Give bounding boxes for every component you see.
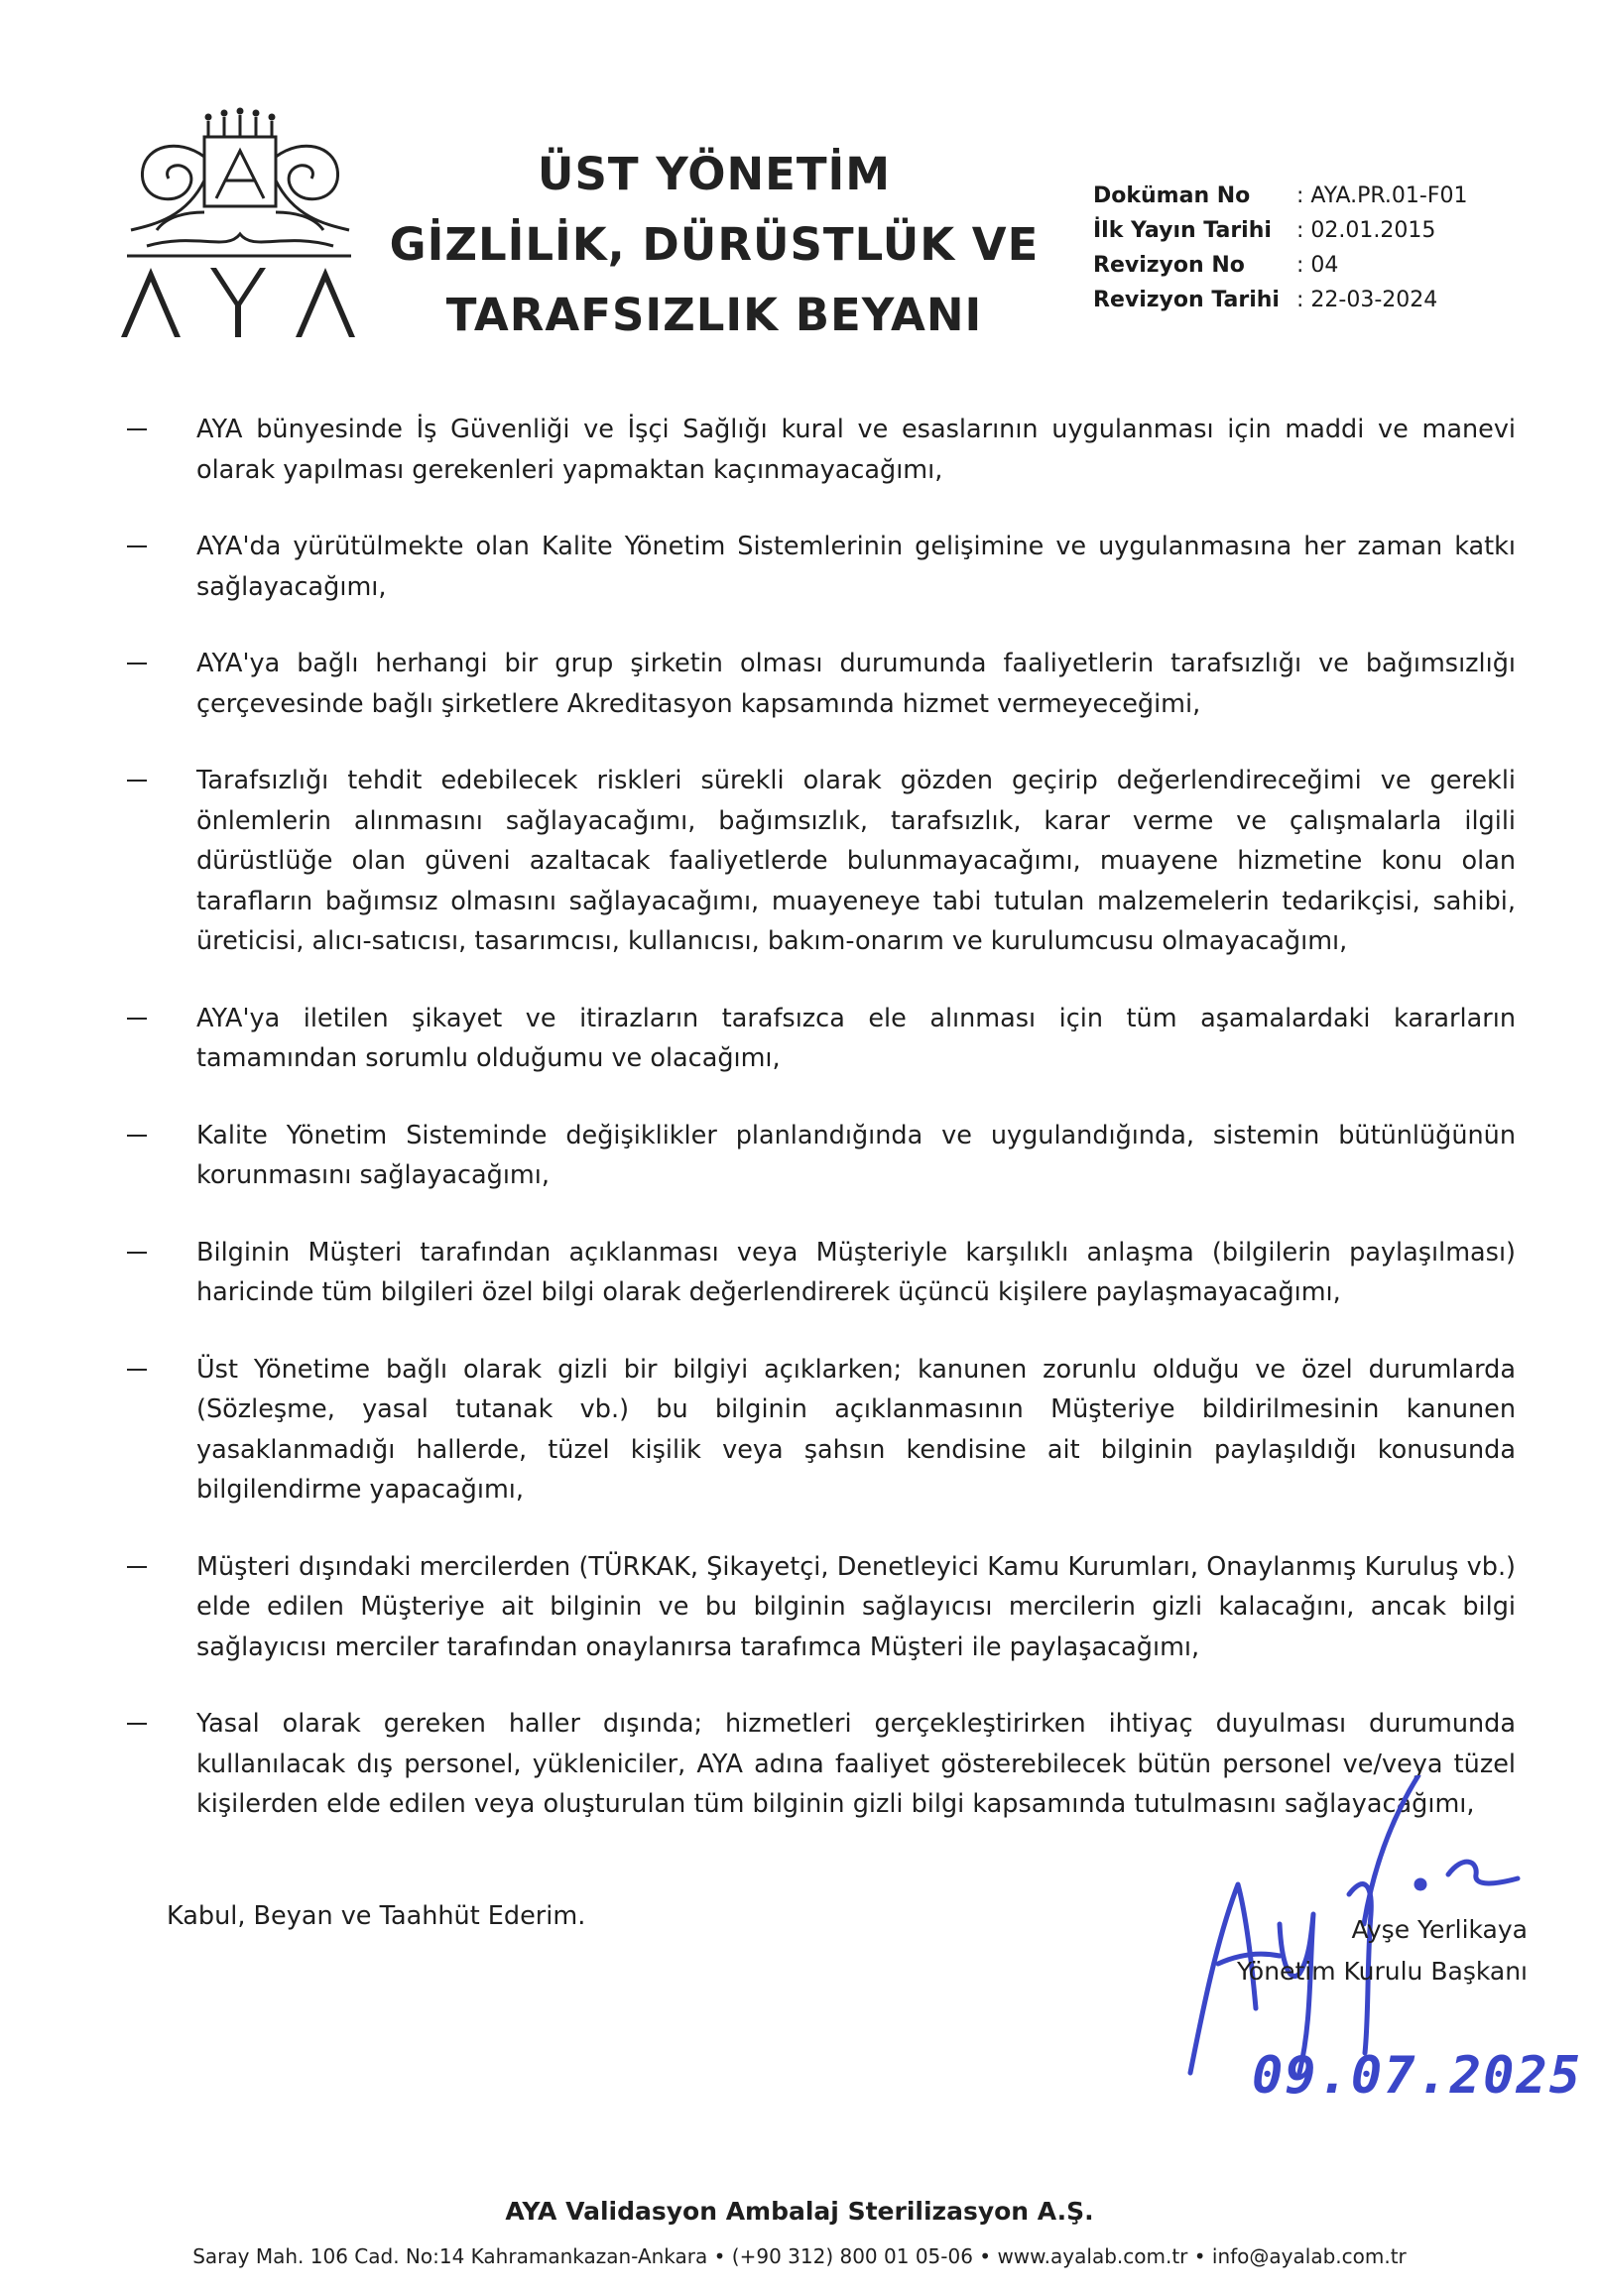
list-item-text: AYA'da yürütülmekte olan Kalite Yönetim Sistemlerinin gelişimine ve uygulanmasına her zaman katkı sağlayacağımı,: [196, 532, 1516, 602]
dash-bullet: [127, 1369, 147, 1371]
dash-bullet: [127, 1723, 147, 1725]
meta-label: Revizyon Tarihi: [1093, 288, 1280, 312]
list-item-text: Yasal olarak gereken haller dışında; hizmetleri gerçekleştirirken ihtiyaç duyulması durumunda kullanılacak dış personel, yükleniciler, AYA adına faaliyet gösterebilecek bütün personel ve/veya tüzel kişilerden elde edilen veya oluşturulan tüm bilginin gizli bilgi kapsamında tutulmasını sağlayacağımı,: [196, 1709, 1516, 1819]
signer-block: [1237, 1909, 1528, 1993]
dash-bullet: [127, 780, 147, 782]
dash-bullet: [127, 663, 147, 665]
document-meta: [1093, 179, 1467, 317]
footer-company-name: AYA Validasyon Ambalaj Sterilizasyon A.Ş.: [505, 2197, 1094, 2226]
title-line: TARAFSIZLIK BEYANI: [445, 289, 983, 341]
closing-statement: Kabul, Beyan ve Taahhüt Ederim.: [167, 1901, 586, 1931]
list-item: [127, 410, 1516, 490]
list-item: [127, 761, 1516, 962]
dash-bullet: [127, 1018, 147, 1020]
list-item: [127, 1233, 1516, 1313]
meta-row-revision-date: [1093, 283, 1467, 317]
list-item: [127, 644, 1516, 724]
title-line: GİZLİLİK, DÜRÜSTLÜK VE: [389, 218, 1040, 271]
dash-bullet: [127, 1135, 147, 1137]
meta-value: : 04: [1296, 253, 1339, 278]
signer-title: Yönetim Kurulu Başkanı: [1236, 1957, 1528, 1986]
document-title: [367, 139, 1061, 350]
list-item-text: Üst Yönetime bağlı olarak gizli bir bilgiyi açıklarken; kanunen zorunlu olduğu ve özel durumlarda (Sözleşme, yasal tutanak vb.) bu bilginin açıklanmasının Müşteriye bildirilmesinin kanunen yasaklanmadığı hallerde, tüzel kişilik veya şahsın kendisine ait bilginin paylaşıldığı konusunda bilgilendirme yapacağımı,: [196, 1354, 1516, 1505]
meta-label: Revizyon No: [1093, 253, 1245, 278]
meta-value: : 22-03-2024: [1296, 288, 1438, 312]
list-item: [127, 999, 1516, 1079]
list-item: [127, 1116, 1516, 1196]
list-item-text: Tarafsızlığı tehdit edebilecek riskleri sürekli olarak gözden geçirip değerlendireceğimi ve gerekli önlemlerin alınmasını sağlayacağımı, bağımsızlık, tarafsızlık, karar verme ve çalışmalarla ilgili dürüstlüğe olan güveni azaltacak faaliyetlerde bulunmayacağımı, muayene hizmetine konu olan tarafların bağımsız olmasını sağlayacağımı, muayeneye tabi tutulan malzemelerin tedarikçisi, sahibi, üreticisi, alıcı-satıcısı, tasarımcısı, kullanıcısı, bakım-onarım ve kurulumcusu olmayacağımı,: [196, 766, 1516, 956]
declaration-list: [127, 410, 1516, 1862]
list-item-text: AYA'ya bağlı herhangi bir grup şirketin olması durumunda faaliyetlerin tarafsızlığı ve bağımsızlığı çerçevesinde bağlı şirketlere Akreditasyon kapsamında hizmet vermeyeceğimi,: [196, 649, 1516, 719]
meta-label: Doküman No: [1093, 183, 1251, 208]
meta-row-first-publish-date: [1093, 213, 1467, 248]
signer-name: Ayşe Yerlikaya: [1351, 1915, 1528, 1944]
list-item-text: AYA'ya iletilen şikayet ve itirazların tarafsızca ele alınması için tüm aşamalardaki kararların tamamından sorumlu olduğumu ve olacağımı,: [196, 1003, 1516, 1073]
title-line: ÜST YÖNETİM: [537, 148, 892, 200]
dash-bullet: [127, 1252, 147, 1254]
list-item-text: AYA bünyesinde İş Güvenliği ve İşçi Sağlığı kural ve esaslarının uygulanması için maddi ve manevi olarak yapılması gerekenleri yapmaktan kaçınmayacağımı,: [196, 415, 1516, 485]
dash-bullet: [127, 545, 147, 547]
list-item-text: Kalite Yönetim Sisteminde değişiklikler planlandığında ve uygulandığında, sistemin bütünlüğünün korunmasını sağlayacağımı,: [196, 1120, 1516, 1190]
meta-value: : 02.01.2015: [1296, 218, 1436, 243]
dash-bullet: [127, 428, 147, 430]
aya-crest-logo: [117, 107, 359, 345]
dash-bullet: [127, 1566, 147, 1568]
list-item: [127, 1547, 1516, 1668]
handwritten-date: 09.07.2025: [1252, 2046, 1583, 2106]
meta-label: İlk Yayın Tarihi: [1093, 218, 1272, 243]
meta-value: : AYA.PR.01-F01: [1296, 183, 1468, 208]
list-item: [127, 1350, 1516, 1511]
list-item: [127, 527, 1516, 607]
meta-row-document-no: [1093, 179, 1467, 213]
meta-row-revision-no: [1093, 248, 1467, 283]
footer-address: Saray Mah. 106 Cad. No:14 Kahramankazan-Ankara • (+90 312) 800 01 05-06 • www.ayalab.com.tr • info@ayalab.com.tr: [192, 2244, 1407, 2268]
list-item-text: Bilginin Müşteri tarafından açıklanması veya Müşteriyle karşılıklı anlaşma (bilgilerin paylaşılması) haricinde tüm bilgileri özel bilgi olarak değerlendirerek üçüncü kişilere paylaşmayacağımı,: [196, 1237, 1516, 1307]
list-item-text: Müşteri dışındaki mercilerden (TÜRKAK, Şikayetçi, Denetleyici Kamu Kurumları, Onaylanmış Kuruluş vb.) elde edilen Müşteriye ait bilginin ve bu bilginin sağlayıcısı mercilerin gizli kalacağını, ancak bilgi sağlayıcısı merciler tarafından onaylanırsa tarafımca Müşteri ile paylaşacağımı,: [196, 1551, 1516, 1662]
